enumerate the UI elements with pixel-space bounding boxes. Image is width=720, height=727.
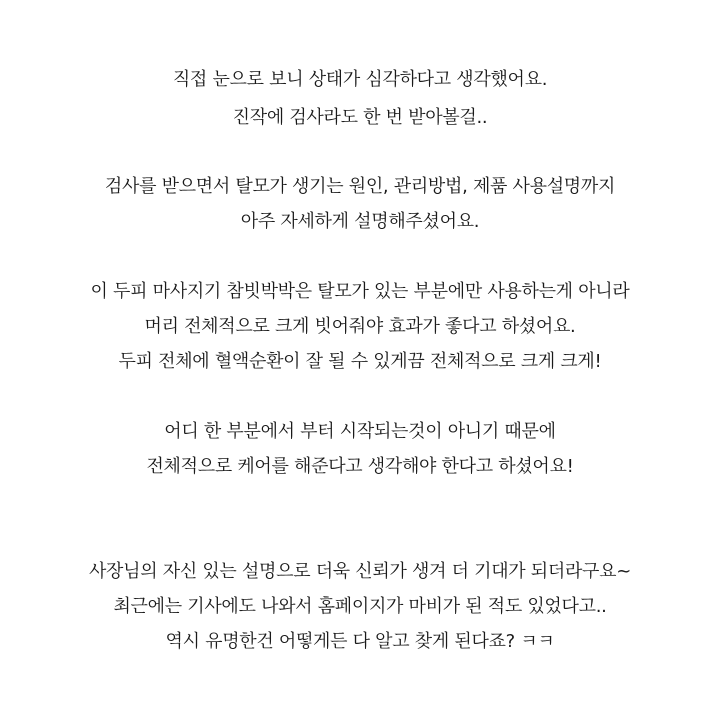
text-line: 이 두피 마사지기 참빗박박은 탈모가 있는 부분에만 사용하는게 아니라 — [90, 281, 630, 302]
text-line: 사장님의 자신 있는 설명으로 더욱 신뢰가 생겨 더 기대가 되더라구요~ — [88, 561, 632, 582]
text-line: 직접 눈으로 보니 상태가 심각하다고 생각했어요. — [172, 69, 548, 90]
text-line: 어디 한 부분에서 부터 시작되는것이 아니기 때문에 — [164, 421, 556, 442]
text-line: 최근에는 기사에도 나와서 홈페이지가 마비가 된 적도 있었다고.. — [113, 596, 607, 617]
text-line: 아주 자세하게 설명해주셨어요. — [240, 211, 480, 232]
text-line: 전체적으로 케어를 해준다고 생각해야 한다고 하셨어요! — [146, 456, 574, 477]
text-line: 역시 유명한건 어떻게든 다 알고 찾게 된다죠? ㅋㅋ — [165, 631, 555, 652]
text-line: 두피 전체에 혈액순환이 잘 될 수 있게끔 전체적으로 크게 크게! — [118, 351, 602, 372]
text-line: 머리 전체적으로 크게 빗어줘야 효과가 좋다고 하셨어요. — [144, 316, 576, 337]
text-line: 진작에 검사라도 한 번 받아볼걸.. — [232, 107, 488, 128]
text-line: 검사를 받으면서 탈모가 생기는 원인, 관리방법, 제품 사용설명까지 — [104, 176, 616, 197]
